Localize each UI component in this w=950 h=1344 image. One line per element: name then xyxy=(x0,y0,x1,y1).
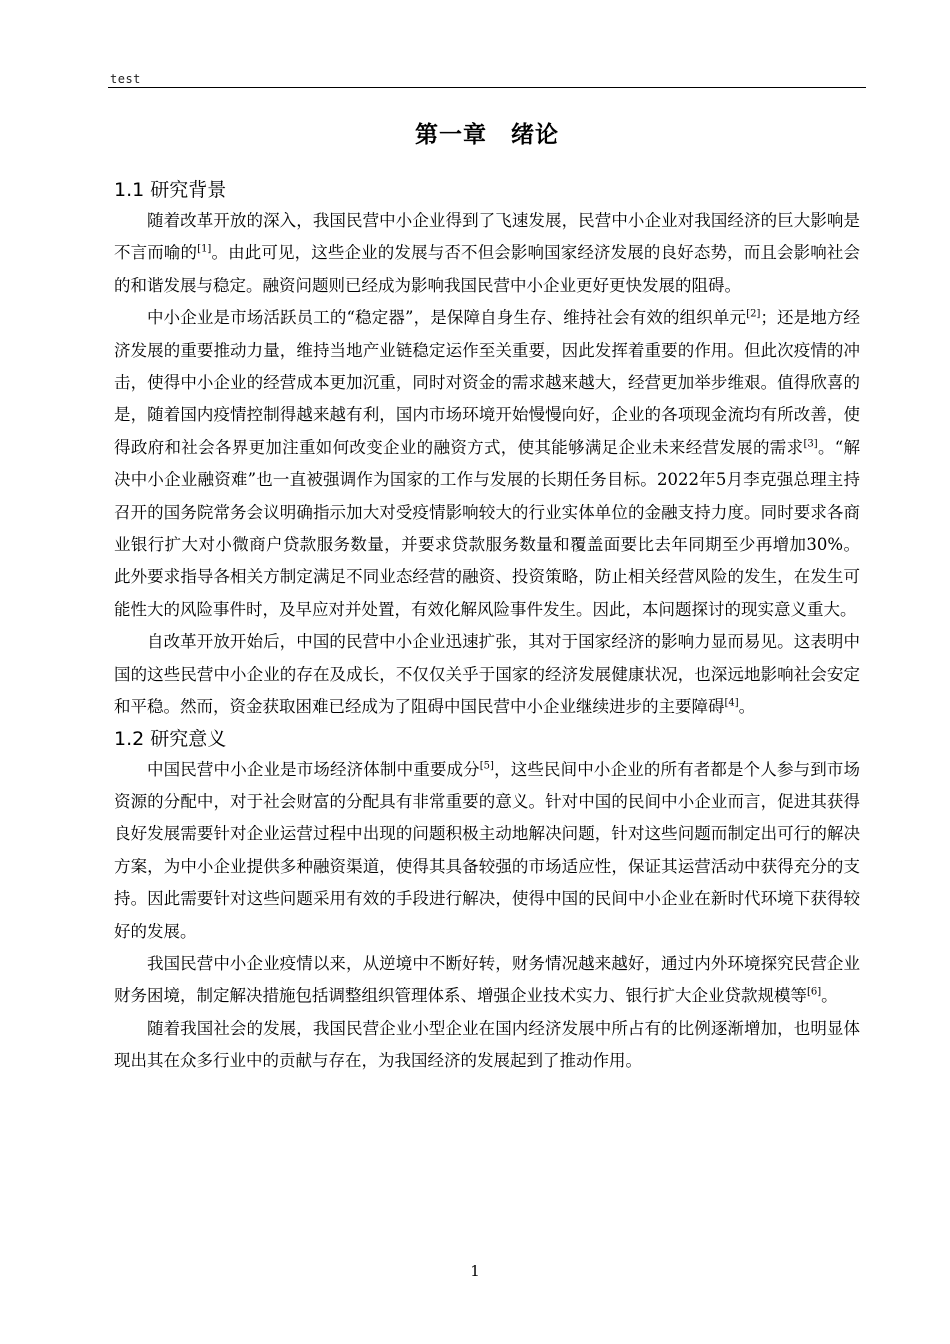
citation: [1] xyxy=(197,243,212,255)
paragraph: 自改革开放开始后，中国的民营中小企业迅速扩张，其对于国家经济的影响力显而易见。这表明中国的这些民营中小企业的存在及成长，不仅仅关乎于国家的经济发展健康状况，也深远地影响社会安定和平稳。然而，资金获取困难已经成为了阻碍中国民营中小企业继续进步的主要障碍[4]。 xyxy=(114,632,860,717)
section-title-significance: 1.2 研究意义 xyxy=(114,727,227,750)
paragraph: 随着我国社会的发展，我国民营企业小型企业在国内经济发展中所占有的比例逐渐增加，也明显体现出其在众多行业中的贡献与存在，为我国经济的发展起到了推动作用。 xyxy=(114,1018,860,1071)
paragraph: 我国民营中小企业疫情以来，从逆境中不断好转，财务情况越来越好，通过内外环境探究民营企业财务困境，制定解决措施包括调整组织管理体系、增强企业技术实力、银行扩大企业贷款规模等[6]。 xyxy=(114,953,860,1006)
citation: [4] xyxy=(724,697,739,709)
section-title-background: 1.1 研究背景 xyxy=(114,179,227,201)
paragraph: 随着改革开放的深入，我国民营中小企业得到了飞速发展，民营中小企业对我国经济的巨大影响是不言而喻的[1]。由此可见，这些企业的发展与否不但会影响国家经济发展的良好态势，而且会影响社会的和谐发展与稳定。融资问题则已经成为影响我国民营中小企业更好更快发展的阻碍。 xyxy=(114,211,861,295)
header-divider xyxy=(108,87,866,88)
citation: [2] xyxy=(746,308,761,320)
running-header: test xyxy=(110,72,141,86)
paragraph: 中国民营中小企业是市场经济体制中重要成分[5]，这些民间中小企业的所有者都是个人参与到市场资源的分配中，对于社会财富的分配具有非常重要的意义。针对中国的民间中小企业而言，促进其获得良好发展需要针对企业运营过程中出现的问题积极主动地解决问题，针对这些问题而制定出可行的解决方案，为中小企业提供多种融资渠道，使得其具备较强的市场适应性，保证其运营活动中获得充分的支持。因此需要针对这些问题采用有效的手段进行解决，使得中国的民间中小企业在新时代环境下获得较好的发展。 xyxy=(114,759,861,941)
chapter-title: 第一章 绪论 xyxy=(415,122,559,148)
citation: [3] xyxy=(803,438,818,450)
page-body xyxy=(114,110,860,1078)
citation: [5] xyxy=(479,760,494,771)
citation: [6] xyxy=(807,986,822,998)
page-number: 1 xyxy=(470,1262,480,1280)
paragraph: 中小企业是市场活跃员工的“稳定器”，是保障自身生存、维持社会有效的组织单元[2]；还是地方经济发展的重要推动力量，维持当地产业链稳定运作至关重要，因此发挥着重要的作用。但此次疫情的冲击，使得中小企业的经营成本更加沉重，同时对资金的需求越来越大，经营更加举步维艰。值得欣喜的是，随着国内疫情控制得越来越有利，国内市场环境开始慢慢向好，企业的各项现金流均有所改善，使得政府和社会各界更加注重如何改变企业的融资方式，使其能够满足企业未来经营发展的需求[3]。“解决中小企业融资难”也一直被强调作为国家的工作与发展的长期任务目标。2022年5月李克强总理主持召开的国务院常务会议明确指示加大对受疫情影响较大的行业实体单位的金融支持力度。同时要求各商业银行扩大对小微商户贷款服务数量，并要求贷款服务数量和覆盖面要比去年同期至少再增加30%。此外要求指导各相关方制定满足不同业态经营的融资、投资策略，防止相关经营风险的发生，在发生可能性大的风险事件时，及早应对并处置，有效化解风险事件发生。因此，本问题探讨的现实意义重大。 xyxy=(114,308,861,619)
